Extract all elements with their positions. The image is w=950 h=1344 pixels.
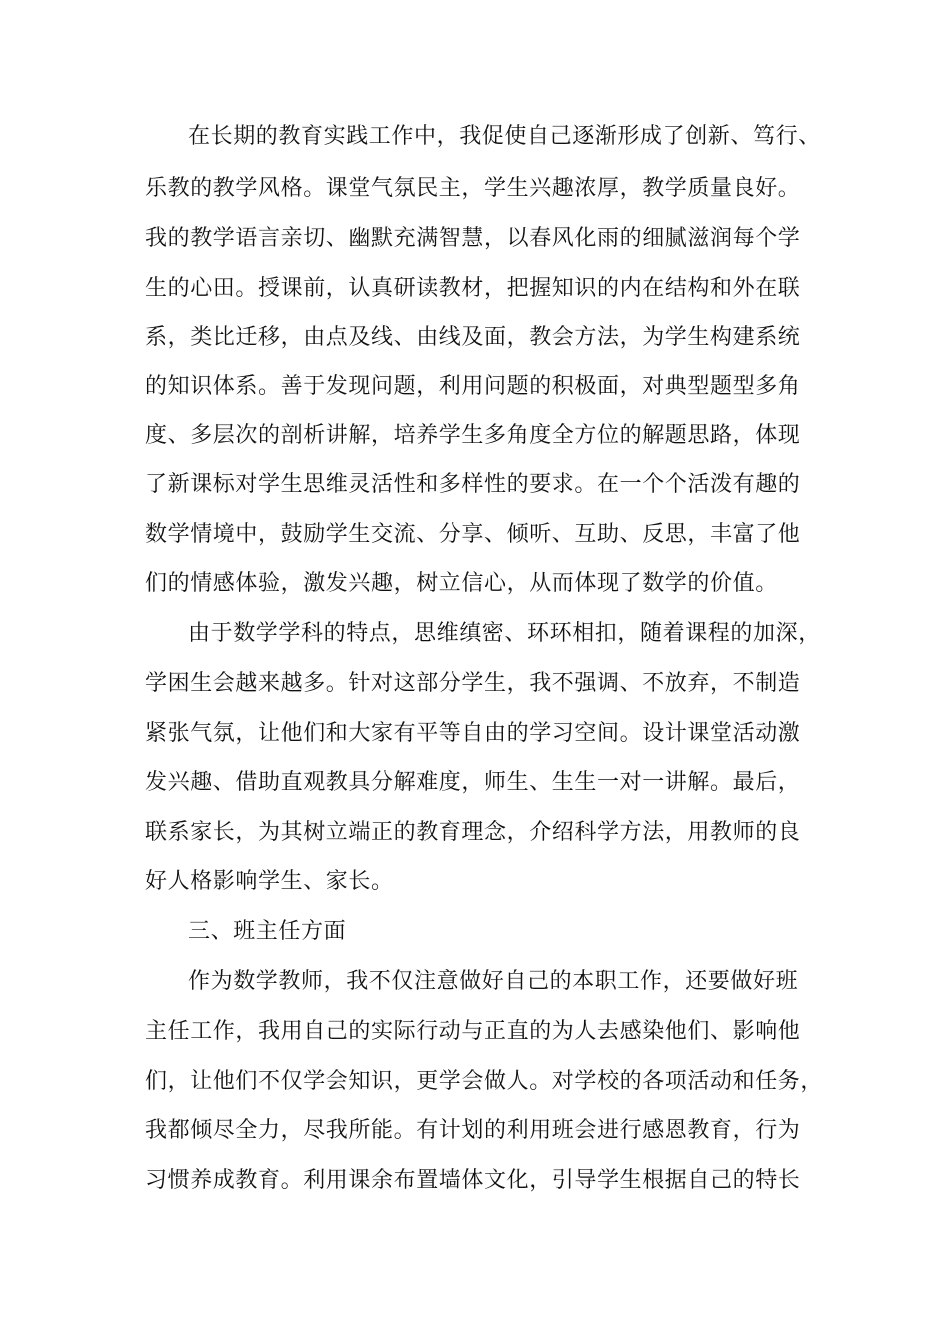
paragraph-2-line-3: 紧张气氛，让他们和大家有平等自由的学习空间。设计课堂活动激 bbox=[145, 721, 801, 746]
paragraph-1-line-9: 数学情境中，鼓励学生交流、分享、倾听、互助、反思，丰富了他 bbox=[145, 522, 801, 547]
paragraph-1-line-3: 我的教学语言亲切、幽默充满智慧，以春风化雨的细腻滋润每个学 bbox=[145, 226, 801, 251]
paragraph-1-line-10: 们的情感体验，激发兴趣，树立信心，从而体现了数学的价值。 bbox=[145, 571, 778, 596]
section-heading: 三、班主任方面 bbox=[188, 919, 347, 944]
paragraph-1-line-2: 乐教的教学风格。课堂气氛民主，学生兴趣浓厚，教学质量良好。 bbox=[145, 176, 801, 201]
paragraph-2-line-1: 由于数学学科的特点，思维缜密、环环相扣，随着课程的加深， bbox=[188, 621, 821, 646]
paragraph-3-line-1: 作为数学教师，我不仅注意做好自己的本职工作，还要做好班 bbox=[188, 969, 799, 994]
paragraph-2-line-5: 联系家长，为其树立端正的教育理念，介绍科学方法，用教师的良 bbox=[145, 820, 801, 845]
paragraph-1-line-5: 系，类比迁移，由点及线、由线及面，教会方法，为学生构建系统 bbox=[145, 325, 801, 350]
paragraph-3-line-2: 主任工作，我用自己的实际行动与正直的为人去感染他们、影响他 bbox=[145, 1019, 801, 1044]
paragraph-3-line-4: 我都倾尽全力，尽我所能。有计划的利用班会进行感恩教育，行为 bbox=[145, 1118, 801, 1143]
paragraph-2-line-6: 好人格影响学生、家长。 bbox=[145, 869, 394, 894]
paragraph-1-line-8: 了新课标对学生思维灵活性和多样性的要求。在一个个活泼有趣的 bbox=[145, 472, 801, 497]
paragraph-1-line-1: 在长期的教育实践工作中，我促使自己逐渐形成了创新、笃行、 bbox=[188, 124, 821, 149]
paragraph-1-line-4: 生的心田。授课前，认真研读教材，把握知识的内在结构和外在联 bbox=[145, 276, 801, 301]
paragraph-1-line-6: 的知识体系。善于发现问题，利用问题的积极面，对典型题型多角 bbox=[145, 374, 801, 399]
paragraph-3-line-5: 习惯养成教育。利用课余布置墙体文化，引导学生根据自己的特长 bbox=[145, 1168, 801, 1193]
paragraph-2-line-4: 发兴趣、借助直观教具分解难度，师生、生生一对一讲解。最后， bbox=[145, 770, 801, 795]
paragraph-3-line-3: 们，让他们不仅学会知识，更学会做人。对学校的各项活动和任务， bbox=[145, 1069, 824, 1094]
paragraph-2-line-2: 学困生会越来越多。针对这部分学生，我不强调、不放弃，不制造 bbox=[145, 671, 801, 696]
paragraph-1-line-7: 度、多层次的剖析讲解，培养学生多角度全方位的解题思路，体现 bbox=[145, 423, 801, 448]
